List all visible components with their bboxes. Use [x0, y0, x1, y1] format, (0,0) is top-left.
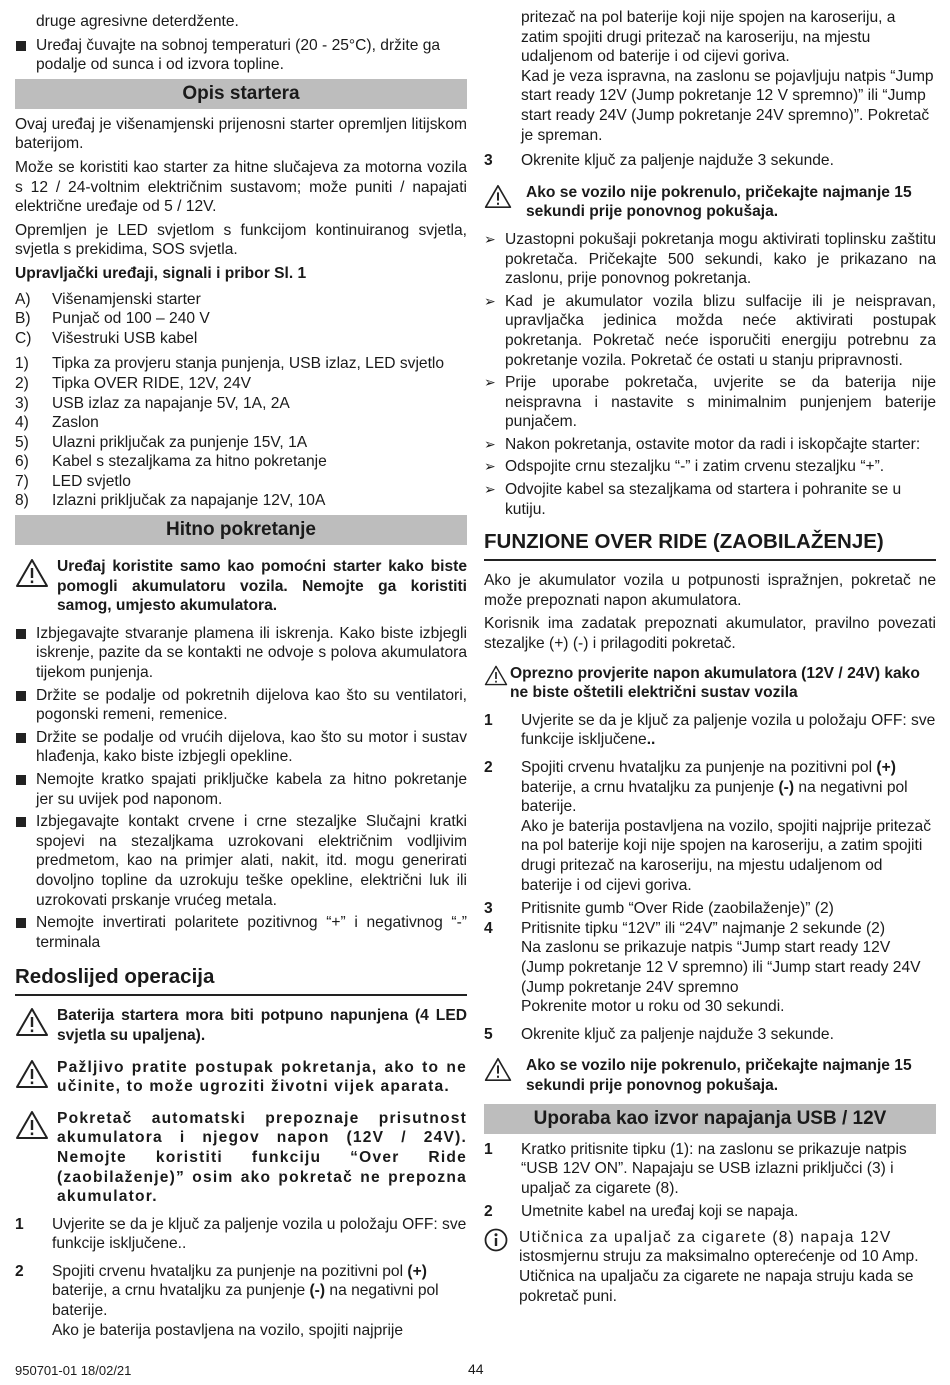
list-item: 6) Kabel s stezaljkama za hitno pokretanje [15, 453, 327, 471]
page-number: 44 [468, 1361, 484, 1377]
step-item: 1 Uvjerite se da je ključ za paljenje vozila u položaju OFF: sve funkcije isključene.. [15, 1215, 467, 1253]
bullet-item: Nemojte invertirati polaritete pozitivnog “+” i negativnog “-” terminala [15, 913, 467, 952]
arrow-bullet-icon: ➢ [484, 374, 496, 391]
arrow-item: ➢ Odspojite crnu stezaljku “-” i zatim crvenu stezaljku “+”. [484, 458, 885, 476]
step-item: 2 Umetnite kabel na uređaj koji se napaja. [484, 1203, 799, 1221]
paragraph: Opremljen je LED svjetlom s funkcijom kontinuiranog svjetla, svjetla s prekidima, SOS svjetla. [15, 221, 467, 259]
continued-text: Kad je veza ispravna, na zaslonu se pojavljuju natpis “Jump start ready 12V (Jump pokretanje 12 V spremno)” ili “Jump start ready 24V (Jump pokretanje 24V spremno)”. Pokretač je spreman. [521, 67, 934, 144]
square-bullet-icon [16, 691, 26, 701]
warning-note: Ako se vozilo nije pokrenulo, pričekajte najmanje 15 sekundi prije ponovnog pokušaja. [484, 183, 936, 222]
arrow-bullet-icon: ➢ [484, 292, 496, 309]
warning-triangle-icon [484, 184, 512, 209]
subheading-controls: Upravljački uređaji, signali i pribor Sl. 1 [15, 264, 307, 282]
list-item: B) Punjač od 100 – 240 V [15, 310, 210, 328]
arrow-item: ➢ Prije uporabe pokretača, uvjerite se da baterija nije neispravna i nastavite s minimalnim punjenjem baterije punjačem. [484, 374, 936, 431]
list-item: 7) LED svjetlo [15, 472, 131, 490]
list-item: 3) USB izlaz za napajanje 5V, 1A, 2A [15, 394, 290, 412]
accessory-list [15, 290, 467, 349]
list-item: 2) Tipka OVER RIDE, 12V, 24V [15, 374, 252, 392]
paragraph: Korisnik ima zadatak prepoznati akumulator, pravilno povezati stezaljke (+) (-) i prilagoditi pokretač. [484, 615, 936, 653]
step-item: 3 Okrenite ključ za paljenje najduže 3 sekunde. [484, 152, 834, 170]
warning-note: Oprezno provjerite napon akumulatora (12V / 24V) kako ne biste oštetili električni sustav vozila [484, 664, 936, 703]
info-note: Utičnica za upaljač za cigarete (8) napaja 12V istosmjernu struju za maksimalno opterećenje od 10 Amp. Utičnica na upaljaču za cigarete ne napaja struju kada se pokretač puni. [484, 1228, 936, 1306]
section-heading-usb: Uporaba kao izvor napajanja USB / 12V [484, 1104, 936, 1134]
section-heading-redoslijed: Redoslijed operacija [15, 964, 467, 996]
arrow-item: ➢ Nakon pokretanja, ostavite motor da radi i iskopčajte starter: [484, 435, 921, 453]
bullet-item: Izbjegavajte stvaranje plamena ili iskrenja. Kako biste izbjegli iskrenje, pazite da se kontakti ne odvoje s polova akumulatora tijekom punjenja. [15, 624, 467, 683]
info-circle-icon [484, 1228, 508, 1252]
warning-triangle-icon [15, 1110, 49, 1140]
arrow-bullet-icon: ➢ [484, 458, 496, 475]
arrow-item: ➢ Uzastopni pokušaji pokretanja mogu aktivirati toplinsku zaštitu pokretača. Pričekajte 500 sekundi, kako je prikazano na zaslonu, prije ponovnog pokretanja. [484, 230, 936, 288]
list-item: 8) Izlazni priključak za napajanje 12V, 10A [15, 492, 326, 510]
bullet-item: Izbjegavajte kontakt crvene i crne stezaljke Slučajni kratki spojevi na stezaljkama uzrokovani električnim vodljivim predmetom, kao na primjer alati, nakit, itd. mogu generirati dovoljno topline da uzrokuju teške opekline, električni luk ili uzrokovati prskanje vrućeg metala. [15, 812, 467, 910]
step-item: 3 Pritisnite gumb “Over Ride (zaobilaženje)” (2) [484, 900, 834, 918]
continued-text: pritezač na pol baterije koji nije spojen na karoseriju, a zatim spojiti drugi pritezač na karoseriju, na mjestu udaljenom od baterije i od cijevi goriva. [521, 9, 896, 66]
paragraph: Ovaj uređaj je višenamjenski prijenosni starter opremljen litijskom baterijom. [15, 115, 467, 153]
section-heading-hitno: Hitno pokretanje [15, 515, 467, 545]
list-item: A) Višenamjenski starter [15, 290, 201, 308]
arrow-bullet-icon: ➢ [484, 435, 496, 452]
arrow-bullet-icon: ➢ [484, 230, 496, 247]
footer-code: 950701-01 18/02/21 [15, 1363, 132, 1378]
step-item: 1 Uvjerite se da je ključ za paljenje vozila u položaju OFF: sve funkcije isključene.. [484, 711, 936, 749]
square-bullet-icon [16, 775, 26, 785]
paragraph: Ako je akumulator vozila u potpunosti ispražnjen, pokretač ne može prepoznati napon akumulatora. [484, 572, 936, 609]
arrow-item: ➢ Kad je akumulator vozila blizu sulfacije ili je neispravan, upravljačka jedinica možda neće aktivirati postupak pokretanja. Pokretač neće isporučiti energiju potrebnu za pokretanje vozila. Pokretač će ostati u stanju pripravnosti. [484, 292, 936, 369]
bullet-item: Držite se podalje od vrućih dijelova, kao što su motor i sustav hlađenja, kako biste izbjegli opekline. [15, 728, 467, 767]
bullet-item: Držite se podalje od pokretnih dijelova kao što su ventilatori, pogonski remeni, remenice. [15, 686, 467, 725]
continued-text: druge agresivne deterdžente. [36, 13, 239, 30]
step-item: 2 Spojiti crvenu hvataljku za punjenje na pozitivni pol (+) baterije, a crnu hvataljku za punjenje (-) na negativni pol baterije. Ako je baterija postavljena na vozilo, spojiti najprije pritezač na pol baterije koji nije spojen na karoseriju, a zatim spojiti drugi pritezač na karoseriju, na mjestu udaljenom od baterije i od cijevi goriva. [484, 759, 931, 894]
warning-triangle-icon [15, 558, 49, 588]
list-item: 5) Ulazni priključak za punjenje 15V, 1A [15, 433, 308, 451]
warning-note: Pokretač automatski prepoznaje prisutnost akumulatora i njegov napon (12V / 24V). Nemojte koristiti funkciju “Over Ride (zaobilaženje)” osim ako pokretač ne prepozna akumulator. [15, 1109, 467, 1207]
right-column [484, 8, 936, 1310]
warning-triangle-icon [484, 665, 508, 686]
arrow-bullet-icon: ➢ [484, 481, 496, 498]
warning-note: Uređaj koristite samo kao pomoćni starter kako biste pomogli akumulatoru vozila. Nemojte ga koristiti samog, umjesto akumulatora. [15, 557, 467, 616]
section-heading-opis: Opis startera [15, 79, 467, 109]
warning-note: Pažljivo pratite postupak pokretanja, ako to ne učinite, to može ugroziti životni vijek aparata. [15, 1058, 467, 1097]
square-bullet-icon [16, 733, 26, 743]
step-item: 5 Okrenite ključ za paljenje najduže 3 sekunde. [484, 1025, 834, 1043]
square-bullet-icon [16, 629, 26, 639]
left-column [15, 12, 467, 1344]
square-bullet-icon [16, 817, 26, 827]
step-item: 1 Kratko pritisnite tipku (1): na zaslonu se prikazuje natpis “USB 12V ON”. Napajaju se USB izlazni priključci (3) i upaljač za cigarete (8). [484, 1140, 907, 1197]
step-item: 4 Pritisnite tipku “12V” ili “24V” najmanje 2 sekunde (2) Na zaslonu se prikazuje natpis “Jump start ready 12V (Jump pokretanje 12 V spremno) ili “Jump start ready 24V (Jump pokretanje 24V spremno Pokrenite motor u roku od 30 sekundi. [484, 919, 921, 1016]
warning-note: Ako se vozilo nije pokrenulo, pričekajte najmanje 15 sekundi prije ponovnog pokušaja. [484, 1056, 936, 1095]
warning-triangle-icon [15, 1059, 49, 1089]
bullet-item: Nemojte kratko spajati priključke kabela za hitno pokretanje jer su uvijek pod naponom. [15, 770, 467, 809]
controls-list [15, 354, 467, 511]
step-item: 2 Spojiti crvenu hvataljku za punjenje na pozitivni pol (+) baterije, a crnu hvataljku za punjenje (-) na negativni pol baterije. Ako je baterija postavljena na vozilo, spojiti najprije [15, 1262, 439, 1339]
warning-triangle-icon [484, 1057, 512, 1082]
warning-note: Baterija startera mora biti potpuno napunjena (4 LED svjetla su upaljena). [15, 1006, 467, 1045]
bullet-item: Uređaj čuvajte na sobnoj temperaturi (20 - 25°C), držite ga podalje od sunca i od izvora topline. [15, 36, 467, 75]
section-heading-override: FUNZIONE OVER RIDE (ZAOBILAŽENJE) [484, 529, 936, 561]
list-item: 4) Zaslon [15, 414, 99, 432]
warning-triangle-icon [15, 1007, 49, 1037]
list-item: 1) Tipka za provjeru stanja punjenja, USB izlaz, LED svjetlo [15, 355, 445, 373]
arrow-item: ➢ Odvojite kabel sa stezaljkama od startera i pohranite se u kutiju. [484, 481, 902, 518]
paragraph: Može se koristiti kao starter za hitne slučajeva za motorna vozila s 12 / 24-voltnim električnim sustavom; može puniti / napajati električne uređaje od 5 / 12V. [15, 158, 467, 216]
list-item: C) Višestruki USB kabel [15, 329, 198, 347]
square-bullet-icon [16, 918, 26, 928]
square-bullet-icon [16, 41, 26, 51]
